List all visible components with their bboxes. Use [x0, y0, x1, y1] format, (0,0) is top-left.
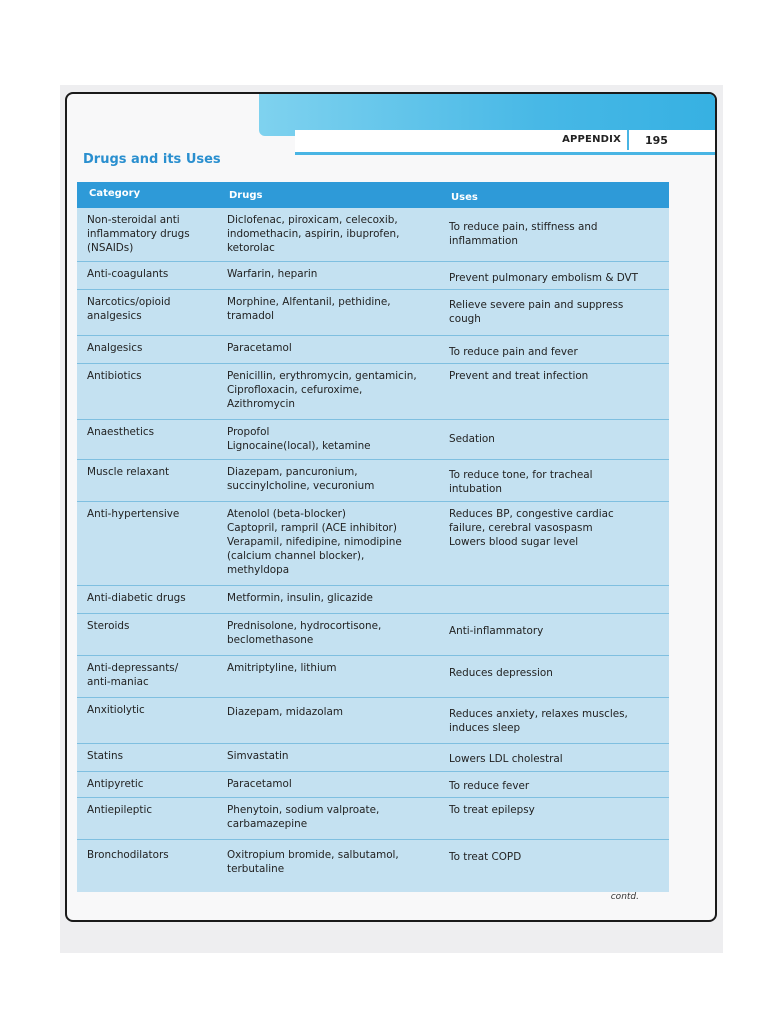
drugs-cell: Amitriptyline, lithium — [227, 662, 337, 674]
uses-cell: To reduce pain and fever — [449, 346, 578, 358]
category-cell: Narcotics/opioid analgesics — [87, 296, 171, 322]
category-cell: Non-steroidal anti inflammatory drugs (NSAIDs) — [87, 214, 190, 254]
table-row — [77, 290, 669, 336]
table-row — [77, 586, 669, 614]
drugs-cell: Propofol Lignocaine(local), ketamine — [227, 426, 371, 452]
column-header-uses: Uses — [451, 192, 478, 203]
table-row — [77, 502, 669, 586]
table-row — [77, 460, 669, 502]
category-cell: Bronchodilators — [87, 849, 169, 861]
page-title: Drugs and its Uses — [83, 152, 221, 167]
table-row — [77, 208, 669, 262]
table-row — [77, 336, 669, 364]
category-cell: Anti-depressants/ anti-maniac — [87, 662, 179, 688]
category-cell: Antipyretic — [87, 778, 144, 790]
drugs-cell: Diclofenac, piroxicam, celecoxib, indomethacin, aspirin, ibuprofen, ketorolac — [227, 214, 400, 254]
uses-cell: Relieve severe pain and suppress cough — [449, 299, 624, 325]
drugs-cell: Oxitropium bromide, salbutamol, terbutaline — [227, 849, 399, 875]
table-row — [77, 744, 669, 772]
category-cell: Anti-hypertensive — [87, 508, 180, 520]
category-cell: Anti-coagulants — [87, 268, 169, 280]
drugs-cell: Prednisolone, hydrocortisone, beclomethasone — [227, 620, 382, 646]
continued-label: contd. — [610, 892, 639, 902]
drugs-cell: Metformin, insulin, glicazide — [227, 592, 373, 604]
column-header-drugs: Drugs — [229, 190, 263, 201]
uses-cell: Lowers LDL cholestral — [449, 753, 563, 765]
section-label: APPENDIX — [562, 134, 621, 145]
category-cell: Anxitiolytic — [87, 704, 145, 716]
uses-cell: To reduce pain, stiffness and inflammation — [449, 221, 598, 247]
drugs-cell: Atenolol (beta-blocker) Captopril, rampril (ACE inhibitor) Verapamil, nifedipine, nimodipine (calcium channel blocker), methyldopa — [227, 508, 402, 576]
uses-cell: Prevent pulmonary embolism & DVT — [449, 272, 639, 284]
drugs-cell: Diazepam, midazolam — [227, 706, 343, 718]
uses-cell: Anti-inflammatory — [449, 625, 544, 637]
header-separator — [627, 130, 629, 150]
uses-cell: Reduces depression — [449, 667, 553, 679]
uses-cell: To treat epilepsy — [449, 804, 535, 816]
table-row — [77, 614, 669, 656]
uses-cell: Prevent and treat infection — [449, 370, 589, 382]
category-cell: Antiepileptic — [87, 804, 153, 816]
category-cell: Statins — [87, 750, 123, 762]
uses-cell: Reduces BP, congestive cardiac failure, cerebral vasospasm Lowers blood sugar level — [449, 508, 614, 548]
table-row — [77, 798, 669, 840]
table-row — [77, 262, 669, 290]
table-row — [77, 420, 669, 460]
category-cell: Muscle relaxant — [87, 466, 170, 478]
table-row — [77, 698, 669, 744]
uses-cell: To reduce fever — [449, 780, 530, 792]
table-row — [77, 840, 669, 892]
category-cell: Steroids — [87, 620, 130, 632]
drugs-cell: Paracetamol — [227, 342, 292, 354]
drugs-cell: Simvastatin — [227, 750, 289, 762]
drugs-cell: Phenytoin, sodium valproate, carbamazepine — [227, 804, 380, 830]
category-cell: Antibiotics — [87, 370, 142, 382]
uses-cell: To treat COPD — [449, 851, 522, 863]
table-row — [77, 656, 669, 698]
drugs-cell: Warfarin, heparin — [227, 268, 318, 280]
page-number: 195 — [645, 134, 668, 147]
table-row — [77, 772, 669, 798]
uses-cell: Reduces anxiety, relaxes muscles, induces sleep — [449, 708, 628, 734]
document-page — [65, 92, 717, 922]
drugs-cell: Morphine, Alfentanil, pethidine, tramadol — [227, 296, 391, 322]
table-row — [77, 364, 669, 420]
drugs-table — [77, 182, 669, 892]
uses-cell: Sedation — [449, 433, 495, 445]
table-header — [77, 182, 669, 208]
drugs-cell: Paracetamol — [227, 778, 292, 790]
category-cell: Anti-diabetic drugs — [87, 592, 186, 604]
column-header-category: Category — [89, 188, 141, 199]
drugs-cell: Diazepam, pancuronium, succinylcholine, vecuronium — [227, 466, 375, 492]
drugs-cell: Penicillin, erythromycin, gentamicin, Ciprofloxacin, cefuroxime, Azithromycin — [227, 370, 417, 410]
category-cell: Analgesics — [87, 342, 143, 354]
category-cell: Anaesthetics — [87, 426, 155, 438]
uses-cell: To reduce tone, for tracheal intubation — [449, 469, 593, 495]
